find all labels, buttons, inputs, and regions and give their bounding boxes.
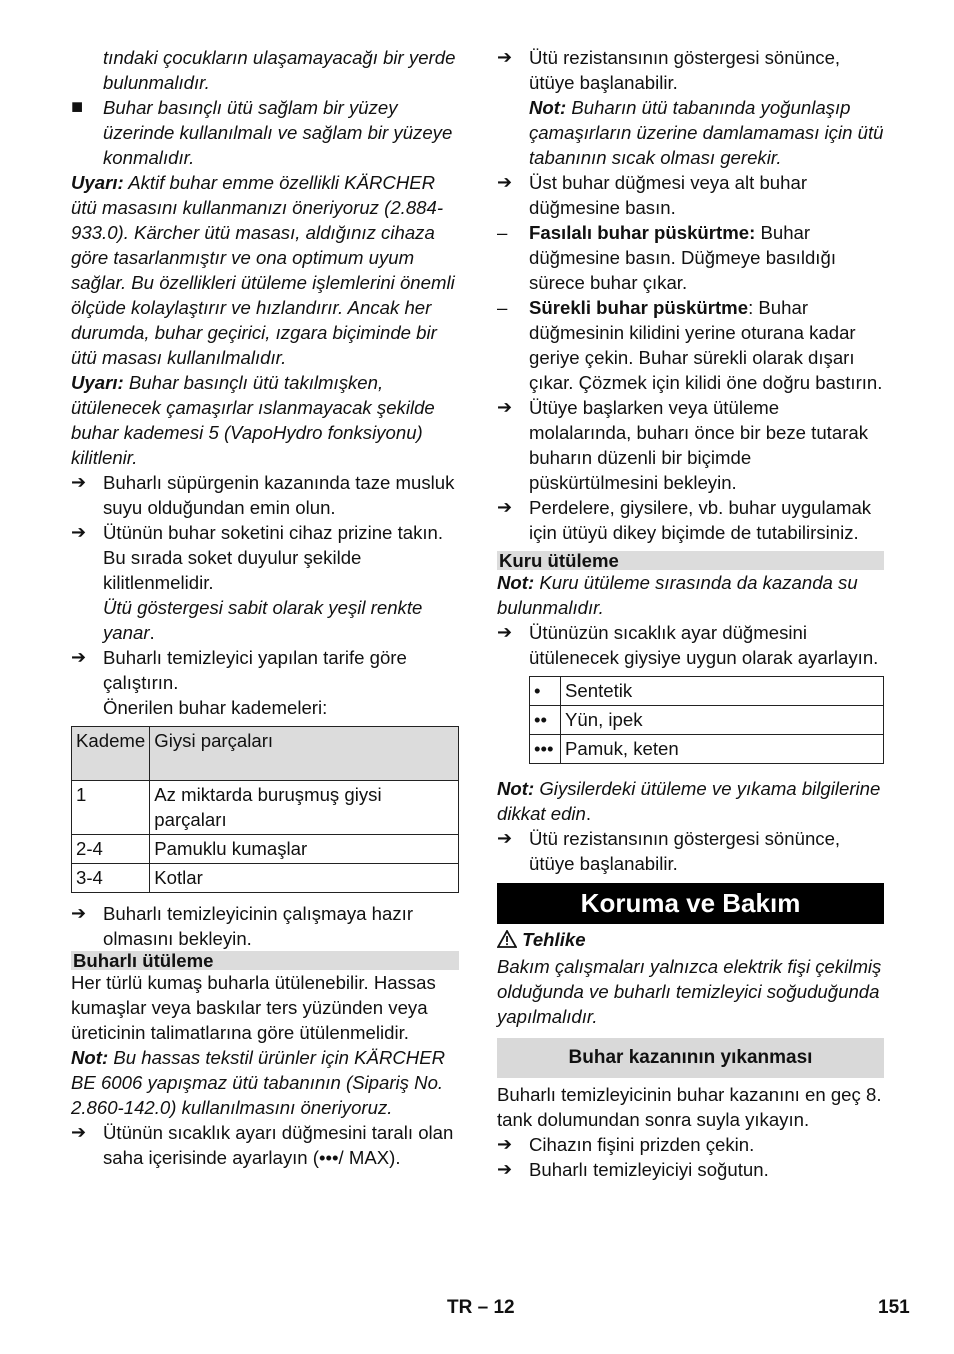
note-text: Buharın ütü tabanında yoğunlaşıp çamaşırların üzerine damlamaması için ütü tabanının sıcak olması gerekir. xyxy=(529,97,884,168)
dash-label: Sürekli buhar püskürtme xyxy=(529,297,749,318)
page-number: 151 xyxy=(878,1297,910,1318)
step-text: Ütünün buhar soketini cihaz prizine takın. Bu sırada soket duyulur şekilde kilitlenmelidir. xyxy=(103,522,444,593)
paragraph: Her türlü kumaş buharla ütülenebilir. Hassas kumaşlar veya baskılar ters yüzünden veya üreticinin talimatlarına göre ütülenmelidir. xyxy=(71,972,436,1043)
right-arrow-icon: ➔ xyxy=(71,903,87,923)
step-note: Ütü göstergesi sabit olarak yeşil renkte yanar. xyxy=(103,597,423,643)
right-arrow-icon: ➔ xyxy=(497,47,513,67)
step-item xyxy=(497,45,884,95)
right-arrow-icon: ➔ xyxy=(71,472,87,492)
steam-level-table xyxy=(71,726,459,893)
step-text: Ütünün sıcaklık ayarı düğmesini taralı olan saha içerisinde ayarlayın (•••/ MAX). xyxy=(103,1122,454,1168)
step-item xyxy=(71,520,459,595)
table-cell: 1 xyxy=(72,781,150,835)
right-arrow-icon: ➔ xyxy=(497,1159,513,1179)
table-cell: 2-4 xyxy=(72,835,150,864)
warning-label: Uyarı: xyxy=(71,172,124,193)
footer-section: TR – 12 xyxy=(447,1297,515,1318)
main-heading: Koruma ve Bakım xyxy=(497,883,884,924)
danger-text: Bakım çalışmaları yalnızca elektrik fişi çekilmiş olduğunda ve buharlı temizleyici soğuduğunda yapılmalıdır. xyxy=(497,956,882,1027)
table-header-cell: Kademe xyxy=(72,727,150,781)
step-item xyxy=(71,901,459,951)
section-title: Kuru ütüleme xyxy=(497,551,884,570)
dash-text: Buhar düğmesine basın. Düğmeye basıldığı sürece buhar çıkar. xyxy=(529,222,836,293)
dash-text: : Buhar düğmesinin kilidini yerine oturana kadar geriye çekin. Buhar sürekli olarak dışarı çıkar. Çözmek için kilidi öne doğru bastırın. xyxy=(529,297,883,393)
table-row xyxy=(530,677,884,706)
list-item xyxy=(71,95,459,170)
sub-heading: Buhar kazanının yıkanması xyxy=(497,1038,884,1078)
step-item xyxy=(71,645,459,695)
table-row xyxy=(72,864,459,893)
table-cell: 3-4 xyxy=(72,864,150,893)
right-arrow-icon: ➔ xyxy=(497,828,513,848)
temperature-table xyxy=(529,676,884,764)
step-item xyxy=(497,620,884,670)
dash-icon: – xyxy=(497,297,508,318)
right-arrow-icon: ➔ xyxy=(497,622,513,642)
table-cell: Az miktarda buruşmuş giysi parçaları xyxy=(150,781,459,835)
right-arrow-icon: ➔ xyxy=(497,397,513,417)
note-label: Not: xyxy=(71,1047,109,1068)
danger-label: Tehlike xyxy=(522,929,586,950)
table-cell: Pamuk, keten xyxy=(561,735,884,764)
step-subtext: Önerilen buhar kademeleri: xyxy=(103,697,328,718)
note-paragraph xyxy=(497,570,884,620)
step-text: Ütü rezistansının göstergesi sönünce, ütüye başlanabilir. xyxy=(529,828,841,874)
step-item xyxy=(497,395,884,495)
right-column xyxy=(497,45,884,1182)
step-item xyxy=(71,470,459,520)
right-arrow-icon: ➔ xyxy=(71,647,87,667)
left-column xyxy=(71,45,459,1170)
section-title: Buharlı ütüleme xyxy=(71,951,459,970)
dash-label: Fasılalı buhar püskürtme: xyxy=(529,222,756,243)
table-cell: ••• xyxy=(530,735,561,764)
warning-paragraph xyxy=(71,170,459,370)
table-row xyxy=(72,781,459,835)
step-text: Buharlı temizleyiciyi soğutun. xyxy=(529,1159,769,1180)
step-text: Ütüye başlarken veya ütüleme molalarında, buharı önce bir beze tutarak buharın düzenli bir biçimde püskürtülmesini bekleyin. xyxy=(529,397,869,493)
warning-triangle-icon xyxy=(497,929,517,954)
note-paragraph xyxy=(497,95,884,170)
square-bullet-icon: ■ xyxy=(71,96,84,118)
table-cell: Yün, ipek xyxy=(561,706,884,735)
step-item xyxy=(497,170,884,220)
note-label: Not: xyxy=(497,778,535,799)
step-text: Cihazın fişini prizden çekin. xyxy=(529,1134,755,1155)
right-arrow-icon: ➔ xyxy=(497,172,513,192)
table-row xyxy=(530,735,884,764)
paragraph: Buharlı temizleyicinin buhar kazanını en geç 8. tank dolumundan sonra suyla yıkayın. xyxy=(497,1084,882,1130)
step-item xyxy=(497,1132,884,1157)
warning-text: Buhar basınçlı ütü takılmışken, ütülenecek çamaşırlar ıslanmayacak şekilde buhar kademesi 5 (VapoHydro fonksiyonu) kilitlenir. xyxy=(71,372,435,468)
note-paragraph xyxy=(71,1045,459,1120)
step-text: Ütü rezistansının göstergesi sönünce, ütüye başlanabilir. xyxy=(529,47,841,93)
step-text: Ütünüzün sıcaklık ayar düğmesini ütülenecek giysiye uygun olarak ayarlayın. xyxy=(529,622,879,668)
step-text: Buharlı temizleyicinin çalışmaya hazır olmasını bekleyin. xyxy=(103,903,414,949)
right-arrow-icon: ➔ xyxy=(497,1134,513,1154)
dash-icon: – xyxy=(497,222,508,243)
warning-text: Aktif buhar emme özellikli KÄRCHER ütü masasını kullanmanızı öneriyoruz (2.884-933.0). Kärcher ütü masası, aldığınız cihaza göre tasarlanmıştır ve ona optimum uyum sağlar. Bu özellikleri ütüleme işlemlerini önemli ölçüde kolaylaştırır ve hızlandırır. Ancak her durumda, buhar geçirici, ızgara biçiminde bir ütü masası kullanılmalıdır. xyxy=(71,172,455,368)
table-cell: Sentetik xyxy=(561,677,884,706)
step-item xyxy=(71,1120,459,1170)
step-text: Perdelere, giysilere, vb. buhar uygulamak için ütüyü dikey biçimde de tutabilirsiniz. xyxy=(529,497,872,543)
step-text: Üst buhar düğmesi veya alt buhar düğmesine basın. xyxy=(529,172,808,218)
note-paragraph: Not: Giysilerdeki ütüleme ve yıkama bilgilerine dikkat edin. xyxy=(497,778,881,824)
dash-item xyxy=(497,220,884,295)
note-label: Not: xyxy=(529,97,567,118)
note-text: Giysilerdeki ütüleme ve yıkama bilgilerine dikkat edin xyxy=(497,778,881,824)
step-item xyxy=(497,1157,884,1182)
step-text: Buharlı temizleyici yapılan tarife göre çalıştırın. xyxy=(103,647,407,693)
warning-label: Uyarı: xyxy=(71,372,124,393)
step-item xyxy=(497,826,884,876)
warning-paragraph xyxy=(71,370,459,470)
step-item xyxy=(497,495,884,545)
list-item-text: Buhar basınçlı ütü sağlam bir yüzey üzerinde kullanılmalı ve sağlam bir yüzeye konmalıdır. xyxy=(103,97,453,168)
paragraph: tındaki çocukların ulaşamayacağı bir yerde bulunmalıdır. xyxy=(103,47,456,93)
note-text: Kuru ütüleme sırasında da kazanda su bulunmalıdır. xyxy=(497,572,858,618)
table-cell: • xyxy=(530,677,561,706)
table-cell: •• xyxy=(530,706,561,735)
note-text: Bu hassas tekstil ürünler için KÄRCHER BE 6006 yapışmaz ütü tabanının (Sipariş No. 2.860-142.0) kullanılmasını öneriyoruz. xyxy=(71,1047,446,1118)
table-header-row xyxy=(72,727,459,781)
table-cell: Pamuklu kumaşlar xyxy=(150,835,459,864)
right-arrow-icon: ➔ xyxy=(497,497,513,517)
danger-heading xyxy=(497,927,884,954)
table-header-cell: Giysi parçaları xyxy=(150,727,459,781)
dash-item xyxy=(497,295,884,395)
table-row xyxy=(530,706,884,735)
step-text: Buharlı süpürgenin kazanında taze musluk suyu olduğundan emin olun. xyxy=(103,472,455,518)
table-row xyxy=(72,835,459,864)
note-label: Not: xyxy=(497,572,535,593)
right-arrow-icon: ➔ xyxy=(71,1122,87,1142)
right-arrow-icon: ➔ xyxy=(71,522,87,542)
table-cell: Kotlar xyxy=(150,864,459,893)
